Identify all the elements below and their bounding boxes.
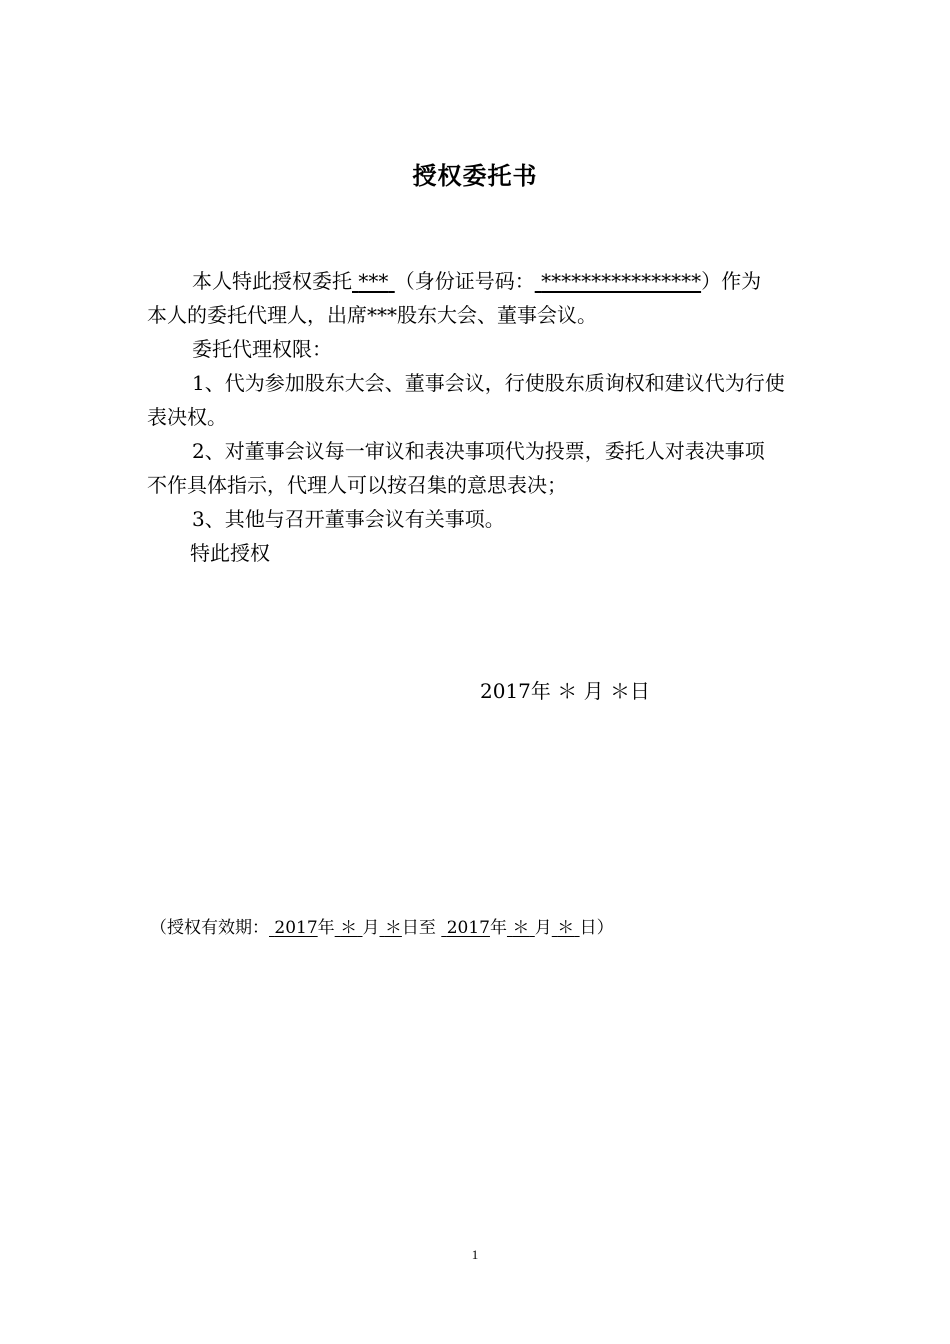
id-number: **************** — [541, 269, 702, 293]
signature-date: 2017年 ＊ 月 ＊日 — [480, 679, 650, 703]
scope-heading: 委托代理权限： — [192, 337, 332, 361]
validity-month-label-to: 月 — [534, 918, 552, 938]
validity-to-year: 2017 — [446, 918, 490, 938]
validity-year-label-from: 年 — [317, 918, 335, 938]
validity-year-label-to: 年 — [489, 918, 507, 938]
closing-text: 特此授权 — [190, 541, 270, 565]
validity-period — [150, 914, 614, 942]
intro-line-1 — [192, 266, 761, 296]
validity-to-day: ＊ — [557, 918, 575, 938]
validity-from-day: ＊ — [384, 918, 402, 938]
item-1-line-1: 1、代为参加股东大会、董事会议，行使股东质询权和建议代为行使 — [192, 371, 785, 395]
validity-open: （授权有效期： — [150, 918, 269, 938]
id-close: ）作为 — [701, 269, 762, 293]
document-title: 授权委托书 — [412, 162, 538, 190]
item-2-line-2: 不作具体指示，代理人可以按召集的意思表决； — [147, 473, 567, 497]
item-2-line-1: 2、对董事会议每一审议和表决事项代为投票，委托人对表决事项 — [192, 439, 765, 463]
validity-day-label-to: 日） — [579, 918, 614, 938]
agent-name: *** — [358, 269, 389, 293]
validity-from-month: ＊ — [340, 918, 358, 938]
page-number: 1 — [471, 1247, 479, 1262]
id-open: （身份证号码： — [394, 269, 535, 293]
item-3: 3、其他与召开董事会议有关事项。 — [192, 507, 505, 531]
validity-month-label-from: 月 — [362, 918, 380, 938]
validity-from-year: 2017 — [274, 918, 318, 938]
validity-to-month: ＊ — [512, 918, 530, 938]
intro-pre: 本人特此授权委托 — [192, 269, 352, 293]
intro-line-2: 本人的委托代理人，出席***股东大会、董事会议。 — [147, 303, 597, 327]
validity-day-label-from: 日至 — [401, 918, 436, 938]
item-1-line-2: 表决权。 — [147, 405, 227, 429]
